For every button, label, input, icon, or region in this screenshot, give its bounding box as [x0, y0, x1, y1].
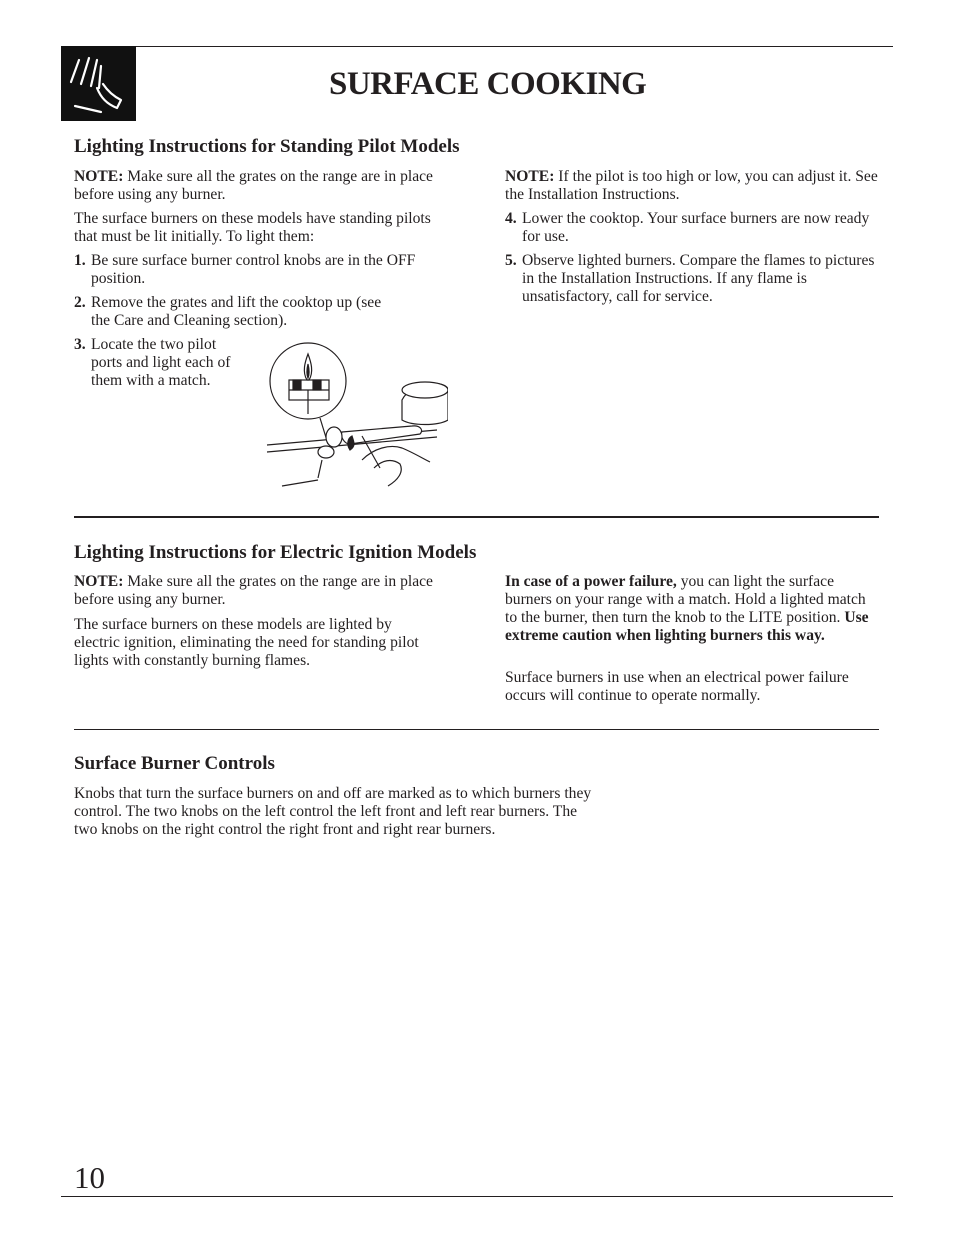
note-label: NOTE:	[74, 168, 124, 185]
page-number: 10	[74, 1160, 105, 1195]
electric-ignition-note	[74, 573, 444, 609]
top-rule	[61, 46, 893, 47]
pilot-lighting-illustration	[262, 340, 448, 492]
standing-pilot-note2	[505, 168, 880, 204]
step-number-2: 2.	[74, 294, 86, 311]
bottom-rule	[61, 1196, 893, 1197]
step-number-5: 5.	[505, 252, 517, 269]
note-text: Make sure all the grates on the range are in place before using any burner.	[74, 168, 433, 203]
power-failure-text: you can light the surface burners on your range with a match. Hold a lighted match to the burner, then turn the knob to the LITE position.	[505, 573, 866, 626]
power-failure-label: In case of a power failure,	[505, 573, 677, 590]
power-failure-paragraph	[505, 573, 875, 645]
step-text-1: Be sure surface burner control knobs are in the OFF position.	[91, 252, 416, 287]
page-title: SURFACE COOKING	[329, 66, 647, 102]
standing-pilot-note	[74, 168, 444, 204]
power-failure-warning: Use extreme caution when lighting burners this way.	[505, 609, 869, 644]
step-text-2: Remove the grates and lift the cooktop up (see the Care and Cleaning section).	[91, 294, 382, 329]
electric-ignition-heading: Lighting Instructions for Electric Ignition Models	[74, 542, 477, 563]
step-number-1: 1.	[74, 252, 86, 269]
note-text: Make sure all the grates on the range are in place before using any burner.	[74, 573, 433, 608]
note2-text: If the pilot is too high or low, you can adjust it. See the Installation Instructions.	[505, 168, 878, 203]
step-text-3: Locate the two pilot ports and light each of them with a match.	[91, 336, 231, 389]
step-number-4: 4.	[505, 210, 517, 227]
step-text-4: Lower the cooktop. Your surface burners are now ready for use.	[522, 210, 870, 245]
step-text-5: Observe lighted burners. Compare the flames to pictures in the Installation Instructions. If any flame is unsatisfactory, call for service.	[522, 252, 875, 305]
electric-ignition-body: The surface burners on these models are lighted by electric ignition, eliminating the need for standing pilot lights with constantly burning flames.	[74, 616, 419, 669]
note-label: NOTE:	[74, 573, 124, 590]
burner-controls-heading: Surface Burner Controls	[74, 753, 275, 774]
section-logo	[61, 46, 136, 121]
note2-label: NOTE:	[505, 168, 555, 185]
burner-controls-body: Knobs that turn the surface burners on and off are marked as to which burners they control. The two knobs on the left control the left front and left rear burners. The two knobs on the right control the right front and right rear burners.	[74, 785, 592, 838]
standing-pilot-intro: The surface burners on these models have standing pilots that must be lit initially. To light them:	[74, 210, 431, 245]
hand-pointing-icon	[61, 46, 136, 121]
section-divider-1	[74, 516, 879, 518]
power-failure-after: Surface burners in use when an electrical power failure occurs will continue to operate normally.	[505, 669, 849, 704]
standing-pilot-heading: Lighting Instructions for Standing Pilot Models	[74, 136, 460, 157]
step-number-3: 3.	[74, 336, 86, 353]
section-divider-2	[74, 729, 879, 730]
